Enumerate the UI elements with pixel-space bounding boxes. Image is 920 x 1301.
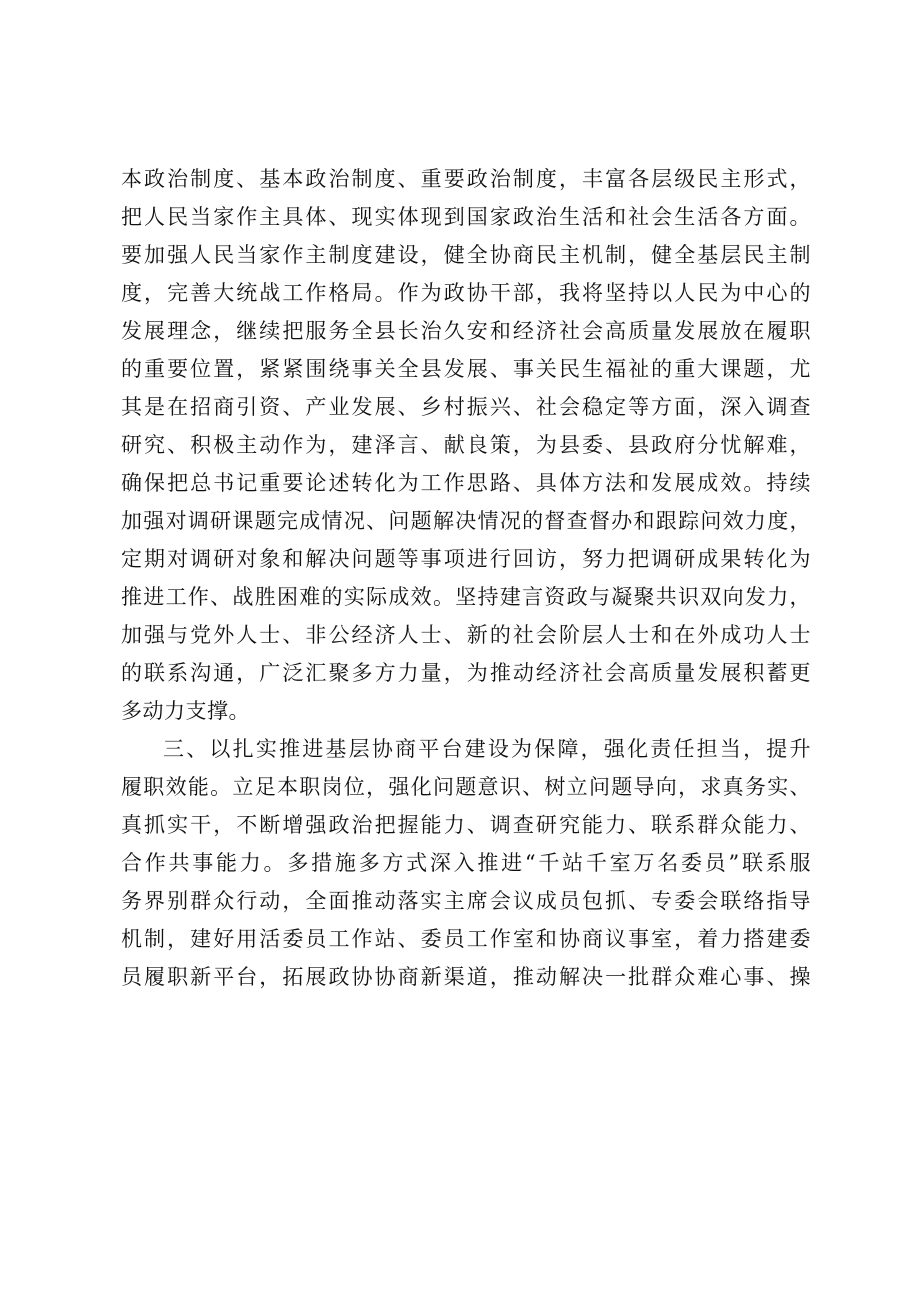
text-line: 确保把总书记重要论述转化为工作思路、具体方法和发展成效。持续 <box>121 471 811 495</box>
text-line: 研究、积极主动作为，建泽言、献良策，为县委、县政府分忧解难， <box>121 433 811 457</box>
paragraph-2 <box>121 730 811 996</box>
text-line: 务界别群众行动，全面推动落实主席会议成员包抓、专委会联络指导 <box>121 889 811 913</box>
text-line: 定期对调研对象和解决问题等事项进行回访，努力把调研成果转化为 <box>121 547 811 571</box>
text-line: 三、以扎实推进基层协商平台建设为保障，强化责任担当，提升 <box>163 737 811 761</box>
text-line: 加强与党外人士、非公经济人士、新的社会阶层人士和在外成功人士 <box>121 623 811 647</box>
text-line: 加强对调研课题完成情况、问题解决情况的督查督办和跟踪问效力度， <box>121 509 811 533</box>
text-line: 把人民当家作主具体、现实体现到国家政治生活和社会生活各方面。 <box>121 205 811 229</box>
text-line: 机制，建好用活委员工作站、委员工作室和协商议事室，着力搭建委 <box>121 927 811 951</box>
text-line: 履职效能。立足本职岗位，强化问题意识、树立问题导向，求真务实、 <box>121 775 811 799</box>
text-line: 多动力支撑。 <box>121 699 250 723</box>
text-line: 合作共事能力。多措施多方式深入推进“千站千室万名委员”联系服 <box>121 851 811 875</box>
text-line: 真抓实干，不断增强政治把握能力、调查研究能力、联系群众能力、 <box>121 813 811 837</box>
text-line: 推进工作、战胜困难的实际成效。坚持建言资政与凝聚共识双向发力， <box>121 585 811 609</box>
document-body <box>121 160 811 996</box>
text-line: 度，完善大统战工作格局。作为政协干部，我将坚持以人民为中心的 <box>121 281 811 305</box>
text-line: 其是在招商引资、产业发展、乡村振兴、社会稳定等方面，深入调查 <box>121 395 811 419</box>
text-line: 的重要位置，紧紧围绕事关全县发展、事关民生福祉的重大课题，尤 <box>121 357 811 381</box>
text-line: 员履职新平台，拓展政协协商新渠道，推动解决一批群众难心事、操 <box>121 965 811 989</box>
paragraph-1 <box>121 160 811 730</box>
text-line: 发展理念，继续把服务全县长治久安和经济社会高质量发展放在履职 <box>121 319 811 343</box>
text-line: 的联系沟通，广泛汇聚多方力量，为推动经济社会高质量发展积蓄更 <box>121 661 811 685</box>
text-line: 要加强人民当家作主制度建设，健全协商民主机制，健全基层民主制 <box>121 243 811 267</box>
text-line: 本政治制度、基本政治制度、重要政治制度，丰富各层级民主形式， <box>121 167 811 191</box>
